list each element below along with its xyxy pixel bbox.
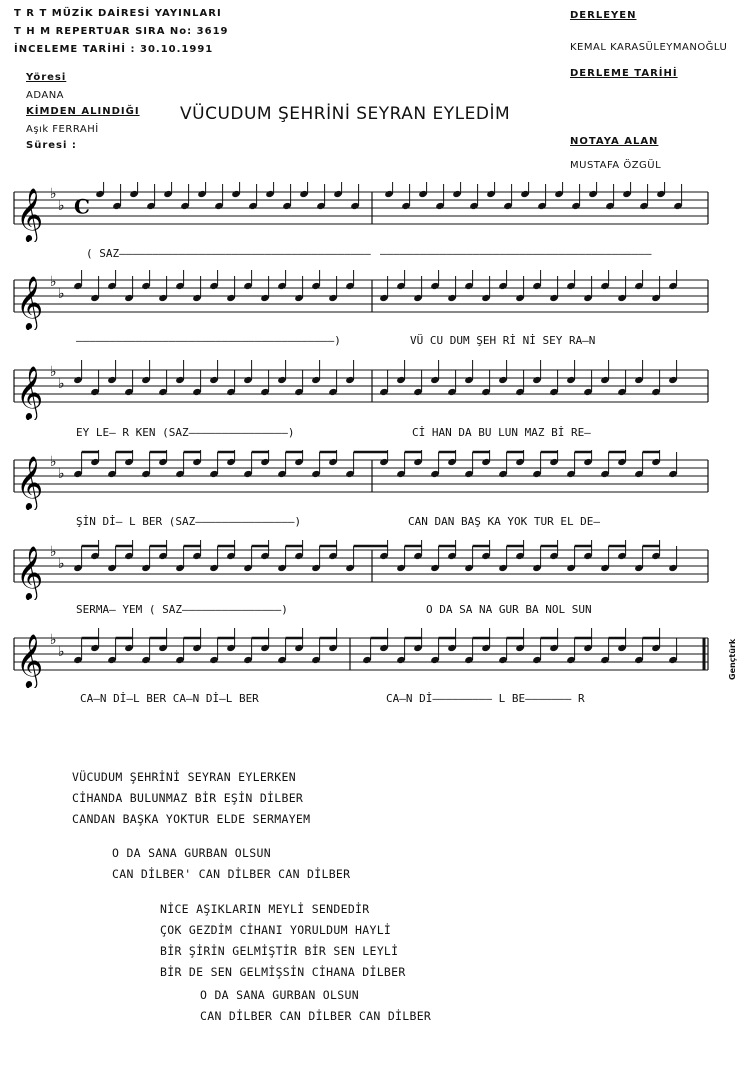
staff-3	[0, 360, 750, 420]
verse-block	[200, 985, 431, 1027]
verse-block	[72, 767, 310, 830]
flat-icon: ♭	[58, 556, 65, 572]
verse-line: CANDAN BAŞKA YOKTUR ELDE SERMAYEM	[72, 812, 311, 826]
duration-label: Süresi :	[26, 140, 77, 151]
flat-icon: ♭	[58, 644, 65, 660]
source-value: Aşık FERRAHİ	[26, 124, 99, 135]
lyric-line-3-left: EY LE— R KEN (SAZ–––––––––––––––)	[76, 426, 295, 439]
treble-clef-icon: 𝄞	[16, 545, 44, 599]
treble-clef-icon: 𝄞	[16, 633, 44, 687]
verse-line: CİHANDA BULUNMAZ BİR EŞİN DİLBER	[72, 791, 304, 805]
flat-icon: ♭	[50, 632, 57, 648]
verse-line: CAN DİLBER' CAN DİLBER CAN DİLBER	[112, 867, 351, 881]
lyric-line-1-left: ( SAZ––––––––––––––––––––––––––––––––––––––	[86, 247, 371, 260]
song-title: VÜCUDUM ŞEHRİNİ SEYRAN EYLEDİM	[180, 104, 511, 124]
verse-line: ÇOK GEZDİM CİHANI YORULDUM HAYLİ	[160, 923, 392, 937]
flat-icon: ♭	[58, 376, 65, 392]
compiler-label: DERLEYEN	[570, 10, 637, 21]
verse-block	[160, 899, 406, 983]
treble-clef-icon: 𝄞	[16, 275, 44, 329]
flat-icon: ♭	[50, 544, 57, 560]
verse-line: BİR DE SEN GELMİŞSİN CİHANA DİLBER	[160, 965, 406, 979]
region-label: Yöresi	[26, 72, 67, 83]
compiler-value: KEMAL KARASÜLEYMANOĞLU	[570, 42, 728, 53]
compile-date-label: DERLEME TARİHİ	[570, 68, 678, 79]
flat-icon: ♭	[58, 286, 65, 302]
verse-line: O DA SANA GURBAN OLSUN	[200, 988, 359, 1002]
verse-line: O DA SANA GURBAN OLSUN	[112, 846, 271, 860]
publisher: T R T MÜZİK DAİRESİ YAYINLARI	[14, 8, 222, 19]
verse-line: CAN DİLBER CAN DİLBER CAN DİLBER	[200, 1009, 432, 1023]
flat-icon: ♭	[50, 186, 57, 202]
lyric-line-6-left: CA—N Dİ—L BER CA—N Dİ—L BER	[80, 692, 259, 705]
flat-icon: ♭	[58, 466, 65, 482]
verse-line: NİCE AŞIKLARIN MEYLİ SENDEDİR	[160, 902, 370, 916]
flat-icon: ♭	[50, 454, 57, 470]
lyric-line-5-right: O DA SA NA GUR BA NOL SUN	[426, 603, 592, 616]
time-signature: C	[74, 194, 90, 219]
verse-line: BİR ŞİRİN GELMİŞTİR BİR SEN LEYLİ	[160, 944, 399, 958]
flat-icon: ♭	[50, 274, 57, 290]
flat-icon: ♭	[58, 198, 65, 214]
source-label: KİMDEN ALINDIĞI	[26, 106, 140, 117]
region-value: ADANA	[26, 90, 65, 101]
treble-clef-icon: 𝄞	[16, 455, 44, 509]
treble-clef-icon: 𝄞	[16, 187, 44, 241]
staff-2	[0, 270, 750, 330]
lyric-line-1-right: –––––––––––––––––––––––––––––––––––––––––	[380, 247, 652, 260]
lyric-line-2-right: VÜ CU DUM ŞEH Rİ Nİ SEY RA—N	[410, 334, 596, 347]
lyric-line-2-left: –––––––––––––––––––––––––––––––––––––––)	[76, 334, 341, 347]
verse-block	[112, 843, 350, 885]
lyric-line-5-left: SERMA— YEM ( SAZ–––––––––––––––)	[76, 603, 288, 616]
staff-6	[0, 628, 750, 688]
treble-clef-icon: 𝄞	[16, 365, 44, 419]
lyric-line-4-right: CAN DAN BAŞ KA YOK TUR EL DE—	[408, 515, 601, 528]
lyric-line-6-right: CA—N Dİ––––––––– L BE––––––– R	[386, 692, 585, 705]
lyric-line-3-right: Cİ HAN DA BU LUN MAZ Bİ RE—	[412, 426, 591, 439]
staff-5	[0, 540, 750, 600]
notation-label: NOTAYA ALAN	[570, 136, 659, 147]
signature: Gençtürk	[728, 638, 737, 680]
repertoire-number: T H M REPERTUAR SIRA No: 3619	[14, 26, 229, 37]
notation-value: MUSTAFA ÖZGÜL	[570, 160, 662, 171]
review-date: İNCELEME TARİHİ : 30.10.1991	[14, 44, 214, 55]
staff-1	[0, 182, 750, 242]
verse-line: VÜCUDUM ŞEHRİNİ SEYRAN EYLERKEN	[72, 770, 296, 784]
lyric-line-4-left: ŞİN Dİ— L BER (SAZ–––––––––––––––)	[76, 515, 302, 528]
staff-4	[0, 450, 750, 510]
flat-icon: ♭	[50, 364, 57, 380]
